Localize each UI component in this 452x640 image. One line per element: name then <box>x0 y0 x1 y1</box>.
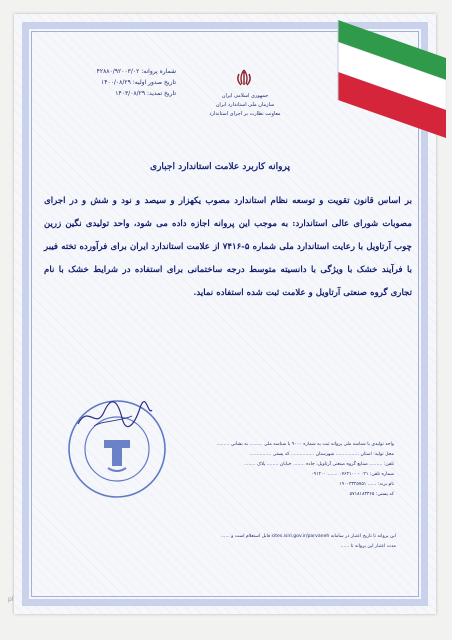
iran-emblem-icon <box>234 68 254 88</box>
reference-block <box>66 66 176 99</box>
issue-date: تاریخ صدور اولیه: ۱۴۰۰/۰۸/۲۹ <box>101 79 176 86</box>
issuer-header <box>190 92 300 119</box>
producer-line: واحد تولیدی با شناسه ملی پروانه ثبت به شماره ۹۰۰۰ با شناسه ملی ......... به نشانی ......... <box>216 442 394 447</box>
renewal-date: تاریخ تمدید: ۱۴۰۳/۰۸/۲۹ <box>115 90 176 97</box>
validity-note-line: این پروانه تا تاریخ اعتبار در سامانه sites.isiri.gov.ir/parvaneh قابل استعلام است و ...... <box>220 534 396 539</box>
organization-name: سازمان ملی استاندارد ایران <box>215 102 275 108</box>
producer-line: محل تولید: استان ................ شهرستان ................ کد پستی ............... <box>249 452 394 457</box>
producer-line: نام برند: ...... ۱۹۰۰۳۳۲۵۷۵۱ <box>339 482 394 487</box>
producer-line: کد پستی: ۵۷۱۸۱۸۳۳۶۵ <box>349 492 394 497</box>
producer-line: شماره تلفن: ۰۲۱ - ۰۷۶۲۱۰۰ ....... ۰۹۱۲۰۰ <box>311 472 394 477</box>
document-title: پروانه کاربرد علامت استاندارد اجباری <box>150 162 290 172</box>
producer-line: تلفن: ......... صنایع گروه صنعتی آرتاویل، جاده ........ خیابان ........ پلاک ........ <box>243 462 394 467</box>
corner-mark: pl <box>8 596 14 603</box>
validity-note <box>110 532 396 552</box>
country-name: جمهوری اسلامی ایران <box>221 93 269 99</box>
handwritten-signature <box>74 396 154 436</box>
iran-flag-ribbon <box>330 18 448 168</box>
producer-details <box>190 440 394 500</box>
validity-note-line: مدت اعتبار این پروانه تا ...... <box>340 544 396 549</box>
license-body-text: بر اساس قانون تقویت و توسعه نظام استاندارد مصوب یکهزار و سیصد و نود و شش و در اجرای مصوبات شورای عالی استاندارد: به موجب این پروانه اجازه داده می شود، واحد تولیدی نگین زرین چوب آرتاویل با رعایت استاندارد ملی شماره ۵-۷۴۱۶ از علامت استاندارد ایران برای فرآورده تخته فیبر با فرآیند خشک با ویژگی با دانسیته متوسط درجه ساختمانی برای استفاده در شرایط خشک با نام تجاری گروه صنعتی آرتاویل و علامت ثبت شده استفاده نماید. <box>44 196 412 298</box>
license-number: شماره پروانه: ۴۲۸۸۰/۹۲۰۰۳/۰۲ <box>96 68 176 75</box>
department-name: معاونت نظارت بر اجرای استاندارد <box>209 111 281 117</box>
